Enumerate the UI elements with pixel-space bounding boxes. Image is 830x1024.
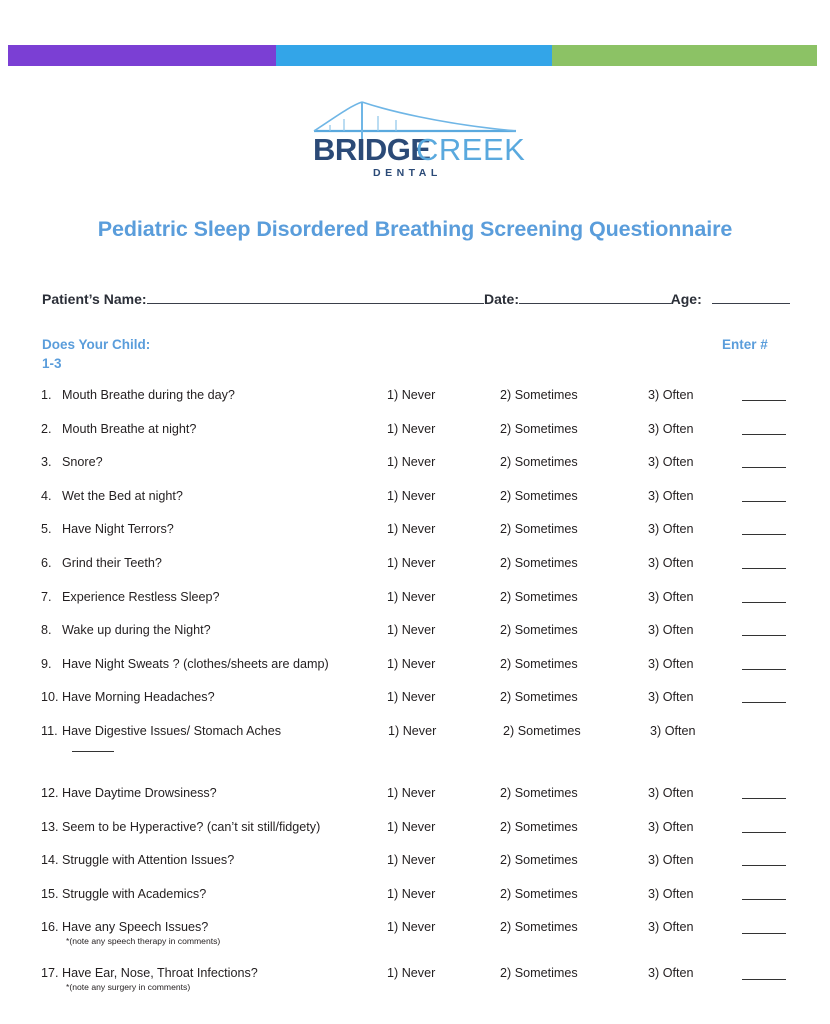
- option-never[interactable]: 1) Never: [387, 421, 436, 436]
- option-often[interactable]: 3) Often: [648, 488, 694, 503]
- option-sometimes[interactable]: 2) Sometimes: [500, 388, 578, 402]
- option-never[interactable]: 1) Never: [387, 785, 436, 800]
- question-text: Seem to be Hyperactive? (can’t sit still/fidgety): [62, 819, 321, 834]
- answer-input[interactable]: [742, 400, 786, 401]
- date-input[interactable]: [519, 291, 671, 304]
- option-never[interactable]: 1) Never: [387, 853, 436, 868]
- option-often[interactable]: 3) Often: [648, 455, 694, 470]
- color-bar-segment-blue: [276, 45, 552, 66]
- patient-name-input[interactable]: [147, 291, 484, 304]
- option-sometimes[interactable]: 2) Sometimes: [500, 785, 578, 800]
- question-text: Have Ear, Nose, Throat Infections? *(note any surgery in comments): [62, 966, 372, 993]
- answer-input[interactable]: [742, 501, 786, 502]
- option-often[interactable]: 3) Often: [648, 920, 694, 935]
- question-note: *(note any surgery in comments): [66, 982, 191, 993]
- option-never[interactable]: 1) Never: [387, 886, 436, 901]
- question-text: Have Digestive Issues/ Stomach Aches: [62, 723, 282, 738]
- section-heading-line1: Does Your Child:: [42, 337, 151, 352]
- question-row: [0, 489, 830, 523]
- question-text: Have Daytime Drowsiness?: [62, 785, 217, 800]
- question-row: [0, 820, 830, 854]
- option-sometimes[interactable]: 2) Sometimes: [500, 555, 578, 570]
- option-never[interactable]: 1) Never: [387, 966, 436, 981]
- question-text: Wake up during the Night?: [62, 623, 211, 638]
- logo-text-dental: DENTAL: [373, 167, 442, 179]
- option-sometimes[interactable]: 2) Sometimes: [500, 455, 578, 470]
- answer-input[interactable]: [742, 933, 786, 934]
- question-number: 13.: [41, 819, 59, 834]
- age-input[interactable]: [712, 291, 790, 304]
- question-text: Have any Speech Issues? *(note any speech therapy in comments): [62, 920, 372, 947]
- question-row: [0, 786, 830, 820]
- option-often[interactable]: 3) Often: [648, 555, 694, 570]
- question-number: 1.: [41, 388, 52, 402]
- page-title: Pediatric Sleep Disordered Breathing Screening Questionnaire: [97, 217, 733, 241]
- option-sometimes[interactable]: 2) Sometimes: [500, 886, 578, 901]
- option-often[interactable]: 3) Often: [648, 853, 694, 868]
- option-never[interactable]: 1) Never: [387, 920, 436, 935]
- questions-list: [0, 388, 830, 1012]
- question-row: [0, 623, 830, 657]
- question-note: *(note any speech therapy in comments): [66, 936, 221, 947]
- option-sometimes[interactable]: 2) Sometimes: [500, 690, 578, 705]
- option-often[interactable]: 3) Often: [648, 819, 694, 834]
- question-row: [0, 690, 830, 724]
- question-text: Experience Restless Sleep?: [62, 589, 220, 604]
- question-row: [0, 724, 830, 770]
- answer-input[interactable]: [742, 899, 786, 900]
- option-never[interactable]: 1) Never: [387, 819, 436, 834]
- question-text: Have Morning Headaches?: [62, 690, 215, 705]
- option-often[interactable]: 3) Often: [648, 966, 694, 981]
- answer-input[interactable]: [742, 832, 786, 833]
- option-never[interactable]: 1) Never: [387, 522, 436, 537]
- header-color-bar: [8, 45, 817, 66]
- option-sometimes[interactable]: 2) Sometimes: [500, 589, 578, 604]
- option-never[interactable]: 1) Never: [387, 455, 436, 470]
- option-sometimes[interactable]: 2) Sometimes: [500, 522, 578, 537]
- option-never[interactable]: 1) Never: [387, 388, 436, 402]
- question-row: [0, 455, 830, 489]
- question-number: 16.: [41, 920, 59, 935]
- question-number: 12.: [41, 785, 59, 800]
- question-row: [0, 422, 830, 456]
- option-often[interactable]: 3) Often: [648, 421, 694, 436]
- question-number: 4.: [41, 488, 52, 503]
- option-often[interactable]: 3) Often: [648, 522, 694, 537]
- color-bar-segment-purple: [8, 45, 276, 66]
- option-often[interactable]: 3) Often: [648, 690, 694, 705]
- question-row: [0, 590, 830, 624]
- question-number: 14.: [41, 853, 59, 868]
- question-row: [0, 657, 830, 691]
- question-text: Snore?: [62, 455, 103, 470]
- answer-input[interactable]: [742, 568, 786, 569]
- option-often[interactable]: 3) Often: [648, 886, 694, 901]
- question-row: [0, 388, 830, 422]
- logo-text-bridge: BRIDGE: [313, 132, 431, 167]
- question-number: 9.: [41, 656, 52, 671]
- option-never[interactable]: 1) Never: [387, 656, 436, 671]
- option-often[interactable]: 3) Often: [648, 623, 694, 638]
- question-row: [0, 556, 830, 590]
- question-number: 5.: [41, 522, 52, 537]
- date-label: Date:: [483, 291, 519, 307]
- option-never[interactable]: 1) Never: [387, 589, 436, 604]
- option-sometimes[interactable]: 2) Sometimes: [500, 623, 578, 638]
- answer-input[interactable]: [742, 979, 786, 980]
- option-never[interactable]: 1) Never: [388, 723, 437, 738]
- patient-name-label: Patient’s Name:: [42, 291, 147, 307]
- brand-logo: [0, 96, 830, 182]
- answer-input[interactable]: [742, 467, 786, 468]
- question-text: Grind their Teeth?: [62, 555, 162, 570]
- option-often[interactable]: 3) Often: [648, 589, 694, 604]
- answer-input[interactable]: [742, 798, 786, 799]
- question-text: Have Night Sweats ? (clothes/sheets are damp): [62, 656, 329, 671]
- question-number: 7.: [41, 589, 52, 604]
- question-number: 11.: [41, 723, 58, 738]
- answer-input[interactable]: [742, 669, 786, 670]
- option-often[interactable]: 3) Often: [648, 388, 694, 402]
- bridge-creek-dental-logo: [300, 96, 530, 182]
- question-number: 10.: [41, 690, 59, 705]
- option-often[interactable]: 3) Often: [648, 785, 694, 800]
- section-heading-line2: 1-3: [42, 356, 62, 371]
- option-often[interactable]: 3) Often: [648, 656, 694, 671]
- question-row: [0, 966, 830, 1012]
- answer-input[interactable]: [742, 635, 786, 636]
- answer-input[interactable]: [742, 602, 786, 603]
- option-often[interactable]: 3) Often: [650, 723, 696, 738]
- question-text: Mouth Breathe at night?: [62, 421, 197, 436]
- question-row: [0, 522, 830, 556]
- option-sometimes[interactable]: 2) Sometimes: [500, 421, 578, 436]
- question-text: Have Night Terrors?: [62, 522, 174, 537]
- answer-input[interactable]: [742, 434, 786, 435]
- option-sometimes[interactable]: 2) Sometimes: [500, 819, 578, 834]
- question-number: 17.: [41, 966, 59, 981]
- question-row: [0, 853, 830, 887]
- question-row: [0, 920, 830, 966]
- answer-input[interactable]: [742, 702, 786, 703]
- patient-info-row: [42, 291, 790, 311]
- option-never[interactable]: 1) Never: [387, 488, 436, 503]
- option-sometimes[interactable]: 2) Sometimes: [503, 723, 581, 738]
- question-text: Struggle with Attention Issues?: [62, 853, 235, 868]
- color-bar-segment-green: [552, 45, 817, 66]
- age-label: Age:: [670, 291, 702, 307]
- question-number: 15.: [41, 886, 59, 901]
- question-row: [0, 887, 830, 921]
- question-text: Mouth Breathe during the day?: [62, 388, 235, 402]
- option-never[interactable]: 1) Never: [387, 623, 436, 638]
- answer-input[interactable]: [72, 751, 114, 752]
- answer-input[interactable]: [742, 534, 786, 535]
- option-never[interactable]: 1) Never: [387, 690, 436, 705]
- option-sometimes[interactable]: 2) Sometimes: [500, 488, 578, 503]
- section-heading-left: [42, 335, 150, 373]
- question-text: Wet the Bed at night?: [62, 488, 183, 503]
- question-number: 6.: [41, 555, 52, 570]
- logo-text-creek: CREEK: [416, 132, 526, 167]
- option-never[interactable]: 1) Never: [387, 555, 436, 570]
- answer-input[interactable]: [742, 865, 786, 866]
- question-number: 2.: [41, 421, 52, 436]
- question-number: 3.: [41, 455, 52, 470]
- option-sometimes[interactable]: 2) Sometimes: [500, 656, 578, 671]
- option-sometimes[interactable]: 2) Sometimes: [500, 920, 578, 935]
- section-heading-enter-number: Enter #: [722, 337, 768, 352]
- question-number: 8.: [41, 623, 52, 638]
- option-sometimes[interactable]: 2) Sometimes: [500, 966, 578, 981]
- question-text: Struggle with Academics?: [62, 886, 207, 901]
- option-sometimes[interactable]: 2) Sometimes: [500, 853, 578, 868]
